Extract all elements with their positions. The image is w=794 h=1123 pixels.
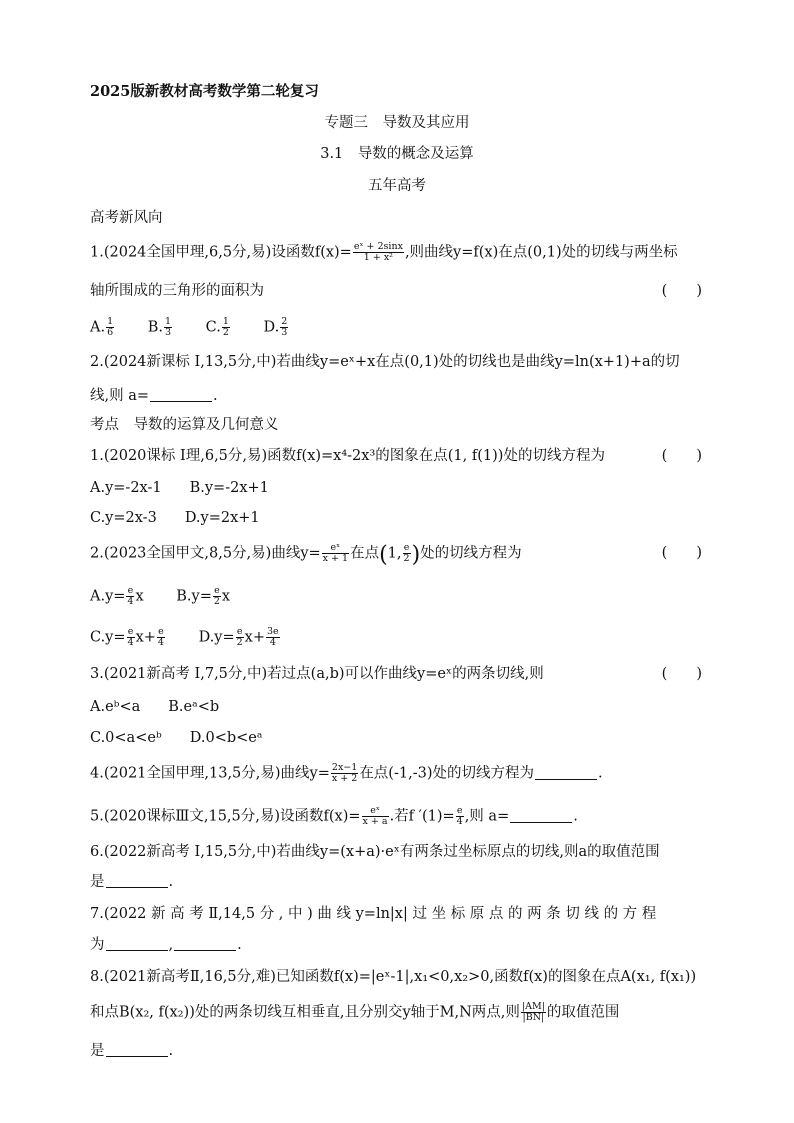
period: . [237, 937, 242, 953]
k-q8-line2 [90, 1002, 702, 1023]
option-label: D. [263, 319, 280, 336]
point-fraction [403, 543, 411, 564]
k-q5-line1 [90, 806, 702, 827]
frac-num: 3e [267, 626, 279, 637]
nt-q1-fraction [353, 242, 404, 263]
option-text: x+ [135, 629, 156, 646]
k-q3-line1 [90, 664, 702, 684]
option-b [148, 317, 173, 338]
nt-q1-text2: 轴所围成的三角形的面积为 [90, 283, 264, 299]
frac-num: 1 [107, 316, 114, 327]
option-b [176, 586, 230, 607]
period: . [168, 874, 174, 890]
frac-num: 2x−1 [331, 762, 358, 773]
k-q8-line3 [90, 1041, 702, 1061]
k-q7-text: 为 [90, 937, 105, 953]
k-q5-post: ,则 a= [464, 808, 510, 825]
nt-q2-line1: 2.(2024新课标 Ⅰ,13,5分,中)若曲线y=eˣ+x在点(0,1)处的切线也是曲线y=ln(x+1)+a的切 [90, 354, 680, 370]
k-q5-pre: 5.(2020课标Ⅲ文,15,5分,易)设函数f(x)= [90, 808, 361, 825]
k-q2-line1 [90, 543, 702, 566]
frac-num: e [214, 585, 220, 596]
frac-num: eˣ + 2sinx [353, 241, 403, 252]
k-q7-line2 [90, 935, 702, 955]
k-q8-fraction [521, 1002, 546, 1023]
period: . [168, 1043, 174, 1059]
frac-den: 3 [281, 327, 288, 338]
frac-den: 2 [222, 327, 229, 338]
option-a: A.y=-2x-1 [90, 480, 162, 496]
option-text: x [221, 588, 231, 605]
frac-den: 4 [269, 637, 276, 648]
frac-den: x + a [362, 816, 388, 827]
option-fraction [266, 627, 280, 648]
k-q1-options-cd [90, 508, 702, 528]
option-fraction [164, 317, 172, 338]
option-fraction [106, 317, 114, 338]
k-q6-line1: 6.(2022新高考 Ⅰ,15,5分,中)若曲线y=(x+a)·eˣ有两条过坐标原点的切线,则a的取值范围 [90, 844, 660, 860]
answer-blank[interactable] [106, 1042, 168, 1057]
frac-num: e [158, 626, 164, 637]
answer-paren: ( ) [661, 545, 702, 561]
k-q4-line1 [90, 763, 702, 784]
k-q5-fraction [362, 806, 389, 827]
frac-den: 3 [165, 327, 172, 338]
comma: , [168, 937, 174, 953]
answer-blank[interactable] [535, 765, 597, 780]
k-q6-text: 是 [90, 874, 105, 890]
part-title: 五年高考 [368, 178, 426, 194]
nt-q1-source: 1.(2024全国甲理,6,5分,易)设函数 [90, 244, 315, 261]
option-text: x+ [244, 629, 265, 646]
option-label: B. [147, 319, 164, 336]
option-fraction [126, 586, 134, 607]
k-q5-mid: .若f ′(1)= [389, 808, 455, 825]
frac-den: 4 [456, 816, 463, 827]
k-q1-options-ab [90, 478, 702, 498]
option-fraction [213, 586, 221, 607]
frac-num: 1 [222, 316, 229, 327]
option-fraction [236, 627, 244, 648]
option-d [264, 317, 290, 338]
kaodian-heading: 考点 导数的运算及几何意义 [90, 417, 279, 433]
section-title: 3.1 导数的概念及运算 [320, 146, 474, 162]
left-paren: ( [379, 542, 388, 568]
option-label: A. [90, 319, 106, 336]
frac-num: e [127, 585, 134, 596]
k-q2-pre: 2.(2023全国甲文,8,5分,易)曲线y= [90, 545, 321, 562]
frac-num: e [127, 626, 134, 637]
nt-q1-func: f(x)= [314, 244, 352, 261]
option-fraction [127, 627, 135, 648]
frac-num: |AM| [521, 1001, 545, 1012]
option-text: A.y= [90, 588, 126, 605]
option-fraction [157, 627, 165, 648]
k-q7-line1: 7.(2022 新 高 考 Ⅱ,14,5 分 , 中 ) 曲 线 y=ln|x| 过 坐 标 原 点 的 两 条 切 线 的 方 程 [90, 906, 657, 922]
series-title: 2025版新教材高考数学第二轮复习 [90, 83, 319, 100]
period: . [213, 388, 218, 404]
k-q6-line2 [90, 872, 702, 892]
frac-den: 6 [107, 327, 114, 338]
option-c: C.y=2x-3 [90, 510, 157, 526]
answer-blank[interactable] [106, 873, 168, 888]
option-c [90, 627, 166, 648]
option-text: C.y= [90, 629, 126, 646]
frac-num: 1 [165, 316, 172, 327]
k-q8-line1: 8.(2021新高考Ⅱ,16,5分,难)已知函数f(x)=|eˣ-1|,x₁<0,x₂>0,函数f(x)的图象在点A(x₁, f(x₁)) [90, 969, 697, 985]
option-d: D.0<b<eᵃ [189, 730, 263, 746]
k-q8-text3: 是 [90, 1043, 105, 1059]
answer-paren: ( ) [661, 283, 702, 299]
k-q2-mid: 在点 [350, 545, 380, 562]
answer-blank[interactable] [150, 387, 212, 402]
option-a [90, 317, 115, 338]
topic-title: 专题三 导数及其应用 [324, 115, 470, 131]
nt-q1-options [90, 317, 702, 338]
option-d [199, 627, 281, 648]
frac-den: 4 [127, 596, 134, 607]
frac-den: 4 [157, 637, 164, 648]
nt-q2-line2 [90, 386, 702, 406]
frac-num: e [456, 805, 463, 816]
k-q4-fraction [331, 763, 358, 784]
frac-den: 2 [403, 553, 410, 564]
k-q8-text: 和点B(x₂, f(x₂))处的两条切线互相垂直,且分别交y轴于M,N两点,则 [90, 1004, 520, 1021]
frac-den: 2 [236, 637, 243, 648]
frac-den: 4 [127, 637, 134, 648]
option-a: A.eᵇ<a [90, 699, 141, 715]
option-b: B.y=-2x+1 [189, 480, 269, 496]
option-fraction [280, 317, 288, 338]
option-d: D.y=2x+1 [184, 510, 260, 526]
frac-den: 1 + x² [363, 252, 393, 263]
k-q2-options-ab [90, 586, 702, 607]
nt-q2-text: 线,则 a= [90, 388, 150, 404]
option-b: B.eᵃ<b [168, 699, 220, 715]
answer-blank[interactable] [510, 808, 572, 823]
k-q5-fraction2 [456, 806, 464, 827]
option-fraction [222, 317, 230, 338]
answer-blank-2[interactable] [174, 936, 236, 951]
option-text: B.y= [176, 588, 212, 605]
frac-num: e [403, 542, 410, 553]
frac-den: x + 1 [322, 553, 349, 564]
k-q1-text: 1.(2020课标 Ⅰ理,6,5分,易)函数f(x)=x⁴-2x³的图象在点(1, f(1))处的切线方程为 [90, 448, 605, 464]
k-q3-text: 3.(2021新高考 Ⅰ,7,5分,中)若过点(a,b)可以作曲线y=eˣ的两条切线,则 [90, 666, 544, 682]
frac-num: eˣ [362, 806, 389, 817]
right-paren: ) [411, 542, 421, 568]
k-q2-fraction [322, 543, 349, 564]
k-q4-post: 在点(-1,-3)处的切线方程为 [359, 765, 534, 782]
k-q2-options-cd [90, 627, 702, 648]
k-q1-line1 [90, 446, 702, 466]
frac-den: |BN| [522, 1012, 545, 1023]
option-text: D.y= [198, 629, 235, 646]
answer-paren: ( ) [661, 448, 702, 464]
answer-paren: ( ) [661, 666, 702, 682]
nt-q1-rest: ,则曲线y=f(x)在点(0,1)处的切线与两坐标 [404, 244, 678, 261]
nt-q1-line2 [90, 281, 702, 301]
option-text: x [135, 588, 144, 605]
option-c: C.0<a<eᵇ [90, 730, 162, 746]
frac-den: 2 [213, 596, 220, 607]
frac-num: e [236, 626, 243, 637]
k-q4-pre: 4.(2021全国甲理,13,5分,易)曲线y= [90, 765, 330, 782]
option-a [90, 586, 144, 607]
frac-num: eˣ [322, 543, 349, 554]
option-c [206, 317, 231, 338]
frac-num: 2 [281, 316, 288, 327]
period: . [597, 765, 603, 782]
nt-q1-line1 [90, 242, 702, 263]
new-trends-heading: 高考新风向 [90, 210, 163, 226]
k-q3-options-cd [90, 728, 702, 748]
k-q2-post: 处的切线方程为 [420, 545, 522, 562]
frac-den: x + 2 [331, 773, 358, 784]
answer-blank-1[interactable] [106, 936, 168, 951]
option-label: C. [205, 319, 221, 336]
point-x: 1, [387, 545, 402, 562]
period: . [573, 808, 578, 825]
k-q8-text2: 的取值范围 [546, 1004, 620, 1021]
k-q3-options-ab [90, 697, 702, 717]
